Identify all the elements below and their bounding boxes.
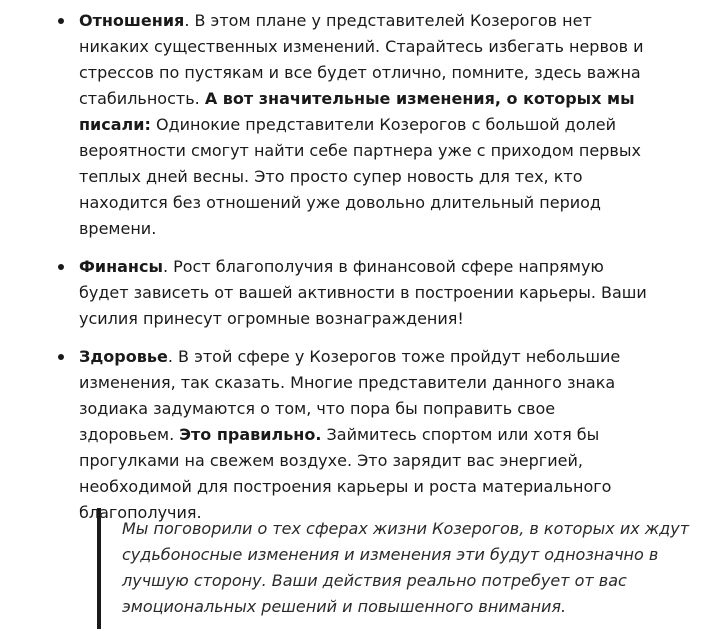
item-text: . В этой сфере у Козерогов тоже пройдут небольшие изменения, так сказать. Многие представители данного знака зодиака задумаются о том, что пора бы поправить свое здоровьем.: [79, 347, 621, 444]
item-text-continued: Займитесь спортом или хотя бы прогулками на свежем воздухе. Это зарядит вас энергией, необходимой для построения карьеры и роста материального благополучия.: [79, 425, 612, 522]
item-title: Отношения: [79, 11, 185, 30]
summary-blockquote: [97, 508, 697, 629]
item-title: Здоровье: [79, 347, 168, 366]
item-text: . Рост благополучия в финансовой сфере напрямую будет зависеть от вашей активности в построении карьеры. Ваши усилия принесут огромные вознаграждения!: [79, 257, 647, 328]
item-title: Финансы: [79, 257, 163, 276]
item-emphasis: Это правильно.: [179, 425, 322, 444]
list-item-health: [0, 344, 704, 526]
item-text: . В этом плане у представителей Козерогов нет никаких существенных изменений. Старайтесь избегать нервов и стрессов по пустякам и все будет отлично, помните, здесь важна стабильность.: [79, 11, 644, 108]
bullet-dot-icon: [58, 264, 64, 270]
item-emphasis: А вот значительные изменения, о которых мы писали:: [79, 89, 635, 134]
item-text-continued: Одинокие представители Козерогов с большой долей вероятности смогут найти себе партнера уже с приходом первых теплых дней весны. Это просто супер новость для тех, кто находится без отношений уже довольно длительный период времени.: [79, 115, 641, 238]
bullet-list: [0, 8, 704, 538]
quote-text: Мы поговорили о тех сферах жизни Козерогов, в которых их ждут судьбоносные изменения и изменения эти будут однозначно в лучшую сторону. Ваши действия реально потребует от вас эмоциональных решений и повышенного внимания.: [122, 519, 690, 616]
bullet-dot-icon: [58, 18, 64, 24]
list-item-finances: [0, 254, 704, 332]
bullet-dot-icon: [58, 354, 64, 360]
list-item-relationships: [0, 8, 704, 242]
